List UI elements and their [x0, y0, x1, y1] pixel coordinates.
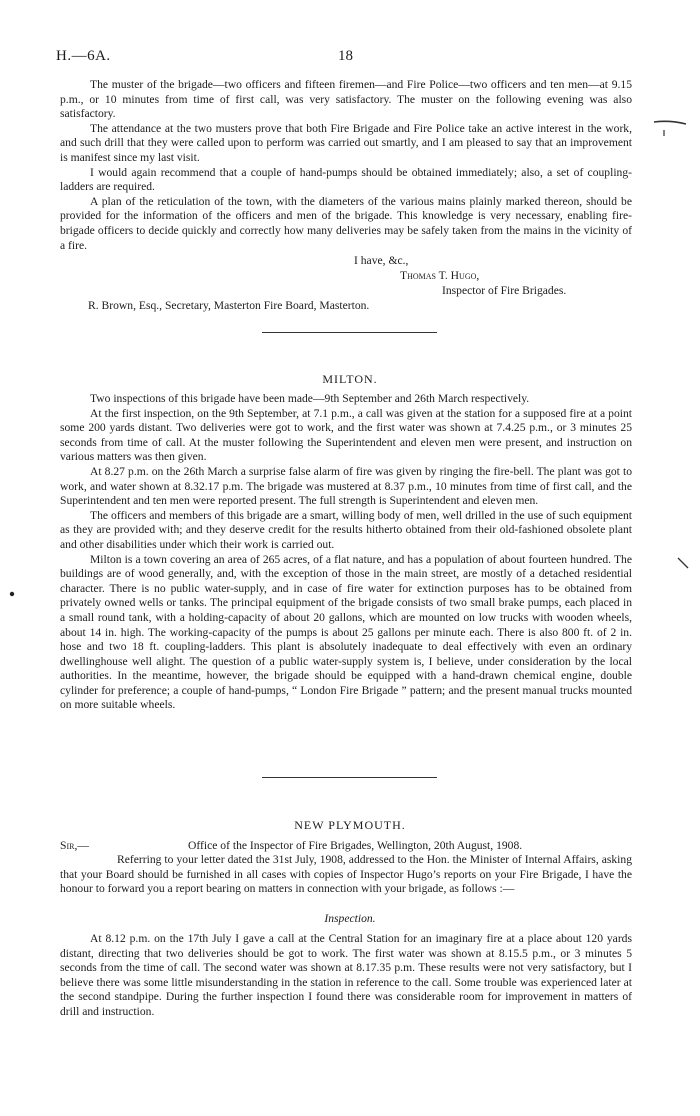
paragraph: At 8.12 p.m. on the 17th July I gave a call at the Central Station for an imaginary fire at a place about 120 yards distant, directing that two deliveries should be got to work. The first water was shown at 8.15.5 p.m., or 3 minutes 5 seconds from the time of call. The second water was shown at 8.17.35 p.m. These results were not very satisfactory, but I believe there was some little misunderstanding in the station in reference to the call. Some trouble was experienced later at the second standpipe. During the further inspection I found there was considerable room for improvement in matters of drill and instruction.: [60, 932, 632, 1018]
milton-report-body: [60, 392, 632, 713]
paragraph: The officers and members of this brigade are a smart, willing body of men, well drilled in the use of such equipment as they are provided with; and they deserve credit for the results hitherto obtained from their old-fashioned obsolete plant and other disabilities under which their work is carried out.: [60, 508, 632, 551]
paragraph: Two inspections of this brigade have been made—9th September and 26th March respectively.: [90, 392, 530, 405]
signatory-title: Inspector of Fire Brigades.: [442, 284, 567, 297]
margin-pencil-mark: [652, 118, 690, 140]
report-code: H.—6A.: [56, 48, 111, 64]
signatory-name: Thomas T. Hugo,: [400, 269, 480, 282]
paragraph: The attendance at the two musters prove that both Fire Brigade and Fire Police take an active interest in the work, and such drill that they were called upon to perform was carried out smartly, and I am pleased to say that an improvement is manifest since my last visit.: [60, 121, 632, 164]
new-plymouth-letter: [60, 853, 632, 897]
page-number: 18: [338, 48, 353, 64]
masterton-report-body: [60, 78, 632, 253]
margin-dot-mark: [8, 590, 16, 598]
section-divider: [262, 777, 437, 778]
margin-tick-mark: [676, 556, 690, 570]
office-line: Office of the Inspector of Fire Brigades, Wellington, 20th August, 1908.: [188, 839, 523, 852]
paragraph: Milton is a town covering an area of 265 acres, of a flat nature, and has a population of about fourteen hundred. The buildings are of wood generally, and, with the exception of those in the main street, are mostly of a detached residential character. There is no public water-supply, and in case of fire water for extinction purposes has to be obtained from privately owned wells or tanks. The principal equipment of the brigade consists of two small brake pumps, each placed in a small round tank, with a holding-capacity of about 20 gallons, which are mounted on low trucks with wooden wheels, about 14 in. high. The working-capacity of the pumps is about 25 gallons per minute each. There is also 800 ft. of 2 in. hose and two 18 ft. coupling-ladders. This plant is absolutely inadequate to deal effectively with even an ordinary dwellinghouse well alight. The question of a public water-supply system is, I believe, under consideration by the local authorities. In the meantime, however, the brigade should be equipped with a hand-drawn chemical engine, double cylinder for preference; a couple of hand-pumps, “ London Fire Brigade ” pattern; and the present manual trucks mounted on more suitable wheels.: [60, 552, 632, 712]
paragraph: I would again recommend that a couple of hand-pumps should be obtained immediately; also, a set of coupling-ladders are required.: [60, 165, 632, 194]
paragraph: At 8.27 p.m. on the 26th March a surprise false alarm of fire was given by ringing the fire-bell. The plant was got to work, and water shown at 8.32.17 p.m. The brigade was mustered at 8.37 p.m., 10 minutes from time of first call, and the Superintendent and ten men were reported present. The full strength is Superintendent and eleven men.: [60, 464, 632, 508]
sub-heading-inspection: Inspection.: [324, 912, 376, 925]
paragraph: At the first inspection, on the 9th September, at 7.1 p.m., a call was given at the station for a supposed fire at a point some 200 yards distant. Two deliveries were got to work, and the first water was shown at 7.4.25 p.m., or 3 minutes 25 seconds from time of call. At the muster following the Superintendent and eleven men were present, and instruction on various matters was then given.: [60, 406, 632, 464]
section-heading-new-plymouth: NEW PLYMOUTH.: [294, 818, 406, 832]
section-heading-milton: MILTON.: [322, 372, 378, 386]
section-divider: [262, 332, 437, 333]
closing-line: I have, &c.,: [354, 254, 409, 267]
paragraph: The muster of the brigade—two officers and fifteen firemen—and Fire Police—two officers and ten men—at 9.15 p.m., or 10 minutes from time of first call, was very satisfactory. The muster on the following evening was also satisfactory.: [60, 78, 632, 121]
paragraph: A plan of the reticulation of the town, with the diameters of the various mains plainly marked thereon, should be provided for the information of the officers and men of the brigade. This knowledge is very necessary, enabling fire-brigade officers to decide quickly and correctly how many deliveries may be safely taken from the mains in the vicinity of a fire.: [60, 194, 632, 252]
paragraph: Referring to your letter dated the 31st July, 1908, addressed to the Hon. the Minister of Internal Affairs, asking that your Board should be furnished in all cases with copies of Inspector Hugo’s reports on your Fire Brigade, I have the honour to forward you a report bearing on matters in connection with your brigade, as follows :—: [60, 853, 632, 896]
addressee: R. Brown, Esq., Secretary, Masterton Fire Board, Masterton.: [88, 299, 370, 312]
new-plymouth-inspection: [60, 932, 632, 1020]
salutation: Sir,—: [60, 839, 89, 852]
